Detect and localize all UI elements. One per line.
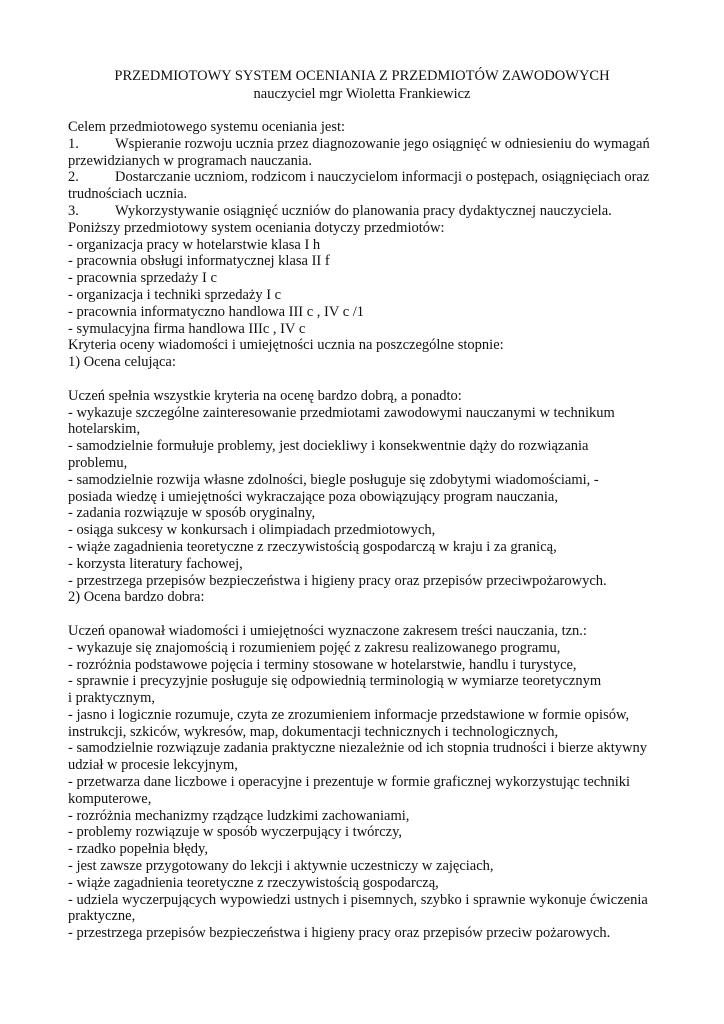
grade-heading: 1) Ocena celująca: [68,354,176,371]
grade-line: - rozróżnia mechanizmy rządzące ludzkimi zachowaniami, [68,807,410,824]
grade-line: Uczeń opanował wiadomości i umiejętności wyznaczone zakresem treści nauczania, tzn.: [68,622,587,639]
grade-line: - korzysta literatury fachowej, [68,555,243,572]
goal-item [68,136,658,153]
grade-line: komputerowe, [68,790,152,807]
subject-item: - pracownia informatyczno handlowa III c , IV c /1 [68,303,365,320]
subject-item: - pracownia obsługi informatycznej klasa II f [68,253,330,270]
goal-item [68,169,658,186]
grade-line: - sprawnie i precyzyjnie posługuje się odpowiednią terminologią w wymiarze teoretycznym [68,673,602,690]
subjects-intro: Poniższy przedmiotowy system oceniania dotyczy przedmiotów: [68,219,445,236]
grade-line: hotelarskim, [68,421,141,438]
grade-line: - zadania rozwiązuje w sposób oryginalny, [68,505,316,522]
grade-line: problemu, [68,454,128,471]
goal-number: 1. [68,135,79,152]
document-title: PRZEDMIOTOWY SYSTEM OCENIANIA Z PRZEDMIOTÓW ZAWODOWYCH [114,68,610,84]
grade-line: - samodzielnie rozwija własne zdolności, biegle posługuje się zdobytymi wiadomościami, - [68,471,599,488]
grade-line: - jasno i logicznie rozumuje, czyta ze zrozumieniem informacje przedstawione w formie opisów, [68,706,630,723]
document-body [68,119,658,942]
subject-item: - organizacja i techniki sprzedaży I c [68,286,282,303]
subject-item: - pracownia sprzedaży I c [68,270,217,287]
grade-line: i praktycznym, [68,690,155,707]
grade-line: udział w procesie lekcyjnym, [68,757,238,774]
goal-text-continuation: przewidzianych w programach nauczania. [68,152,312,169]
grade-line: - przetwarza dane liczbowe i operacyjne i prezentuje w formie graficznej wykorzystując techniki [68,774,631,791]
grade-line: - wiąże zagadnienia teoretyczne z rzeczywistością gospodarczą w kraju i za granicą, [68,538,557,555]
grade-line: Uczeń spełnia wszystkie kryteria na ocenę bardzo dobrą, a ponadto: [68,387,462,404]
blank-line [68,606,658,623]
grade-line: - wykazuje się znajomością i rozumieniem pojęć z zakresu realizowanego programu, [68,639,561,656]
goal-text-continuation: trudnościach ucznia. [68,186,188,203]
grade-line: - przestrzega przepisów bezpieczeństwa i higieny pracy oraz przepisów przeciwpożarowych. [68,572,607,589]
goal-text: Wykorzystywanie osiągnięć uczniów do planowania pracy dydaktycznej nauczyciela. [115,202,612,219]
grade-line: - osiąga sukcesy w konkursach i olimpiadach przedmiotowych, [68,522,436,539]
grade-line: posiada wiedzę i umiejętności wykraczające poza obowiązujący program nauczania, [68,488,558,505]
goal-text: Dostarczanie uczniom, rodzicom i nauczycielom informacji o postępach, osiągnięciach oraz [115,169,650,186]
grade-line: - przestrzega przepisów bezpieczeństwa i higieny pracy oraz przepisów przeciw pożarowych. [68,925,611,942]
intro-line: Celem przedmiotowego systemu oceniania jest: [68,119,346,135]
grade-line: - samodzielnie formułuje problemy, jest dociekliwy i konsekwentnie dąży do rozwiązania [68,438,589,455]
criteria-intro: Kryteria oceny wiadomości i umiejętności ucznia na poszczególne stopnie: [68,337,504,354]
grade-line: - udziela wyczerpujących wypowiedzi ustnych i pisemnych, szybko i sprawnie wykonuje ćwiczenia [68,891,648,908]
subject-item: - organizacja pracy w hotelarstwie klasa I h [68,236,321,253]
goal-text: Wspieranie rozwoju ucznia przez diagnozowanie jego osiągnięć w odniesieniu do wymagań [115,135,650,152]
grade-line: - jest zawsze przygotowany do lekcji i aktywnie uczestniczy w zajęciach, [68,858,494,875]
document-header [0,67,724,103]
grade-line: - wykazuje szczególne zainteresowanie przedmiotami zawodowymi nauczanymi w technikum [68,404,615,421]
goal-number: 2. [68,169,79,186]
grade-line: - wiąże zagadnienia teoretyczne z rzeczywistością gospodarczą, [68,874,439,891]
blank-line [68,371,658,388]
goal-number: 3. [68,202,79,219]
grade-line: instrukcji, szkiców, wykresów, map, dokumentacji technicznych i technologicznych, [68,723,559,740]
grade-heading: 2) Ocena bardzo dobra: [68,589,205,606]
grade-line: - rozróżnia podstawowe pojęcia i terminy stosowane w hotelarstwie, handlu i turystyce, [68,656,577,673]
grade-line: - rzadko popełnia błędy, [68,841,208,858]
subject-item: - symulacyjna firma handlowa IIIc , IV c [68,320,306,337]
grade-line: - samodzielnie rozwiązuje zadania praktyczne niezależnie od ich stopnia trudności i bierze aktywny [68,740,647,757]
grade-line: praktyczne, [68,908,136,925]
grade-line: - problemy rozwiązuje w sposób wyczerpujący i twórczy, [68,824,403,841]
teacher-name: nauczyciel mgr Wioletta Frankiewicz [253,86,471,102]
goal-item [68,203,658,220]
